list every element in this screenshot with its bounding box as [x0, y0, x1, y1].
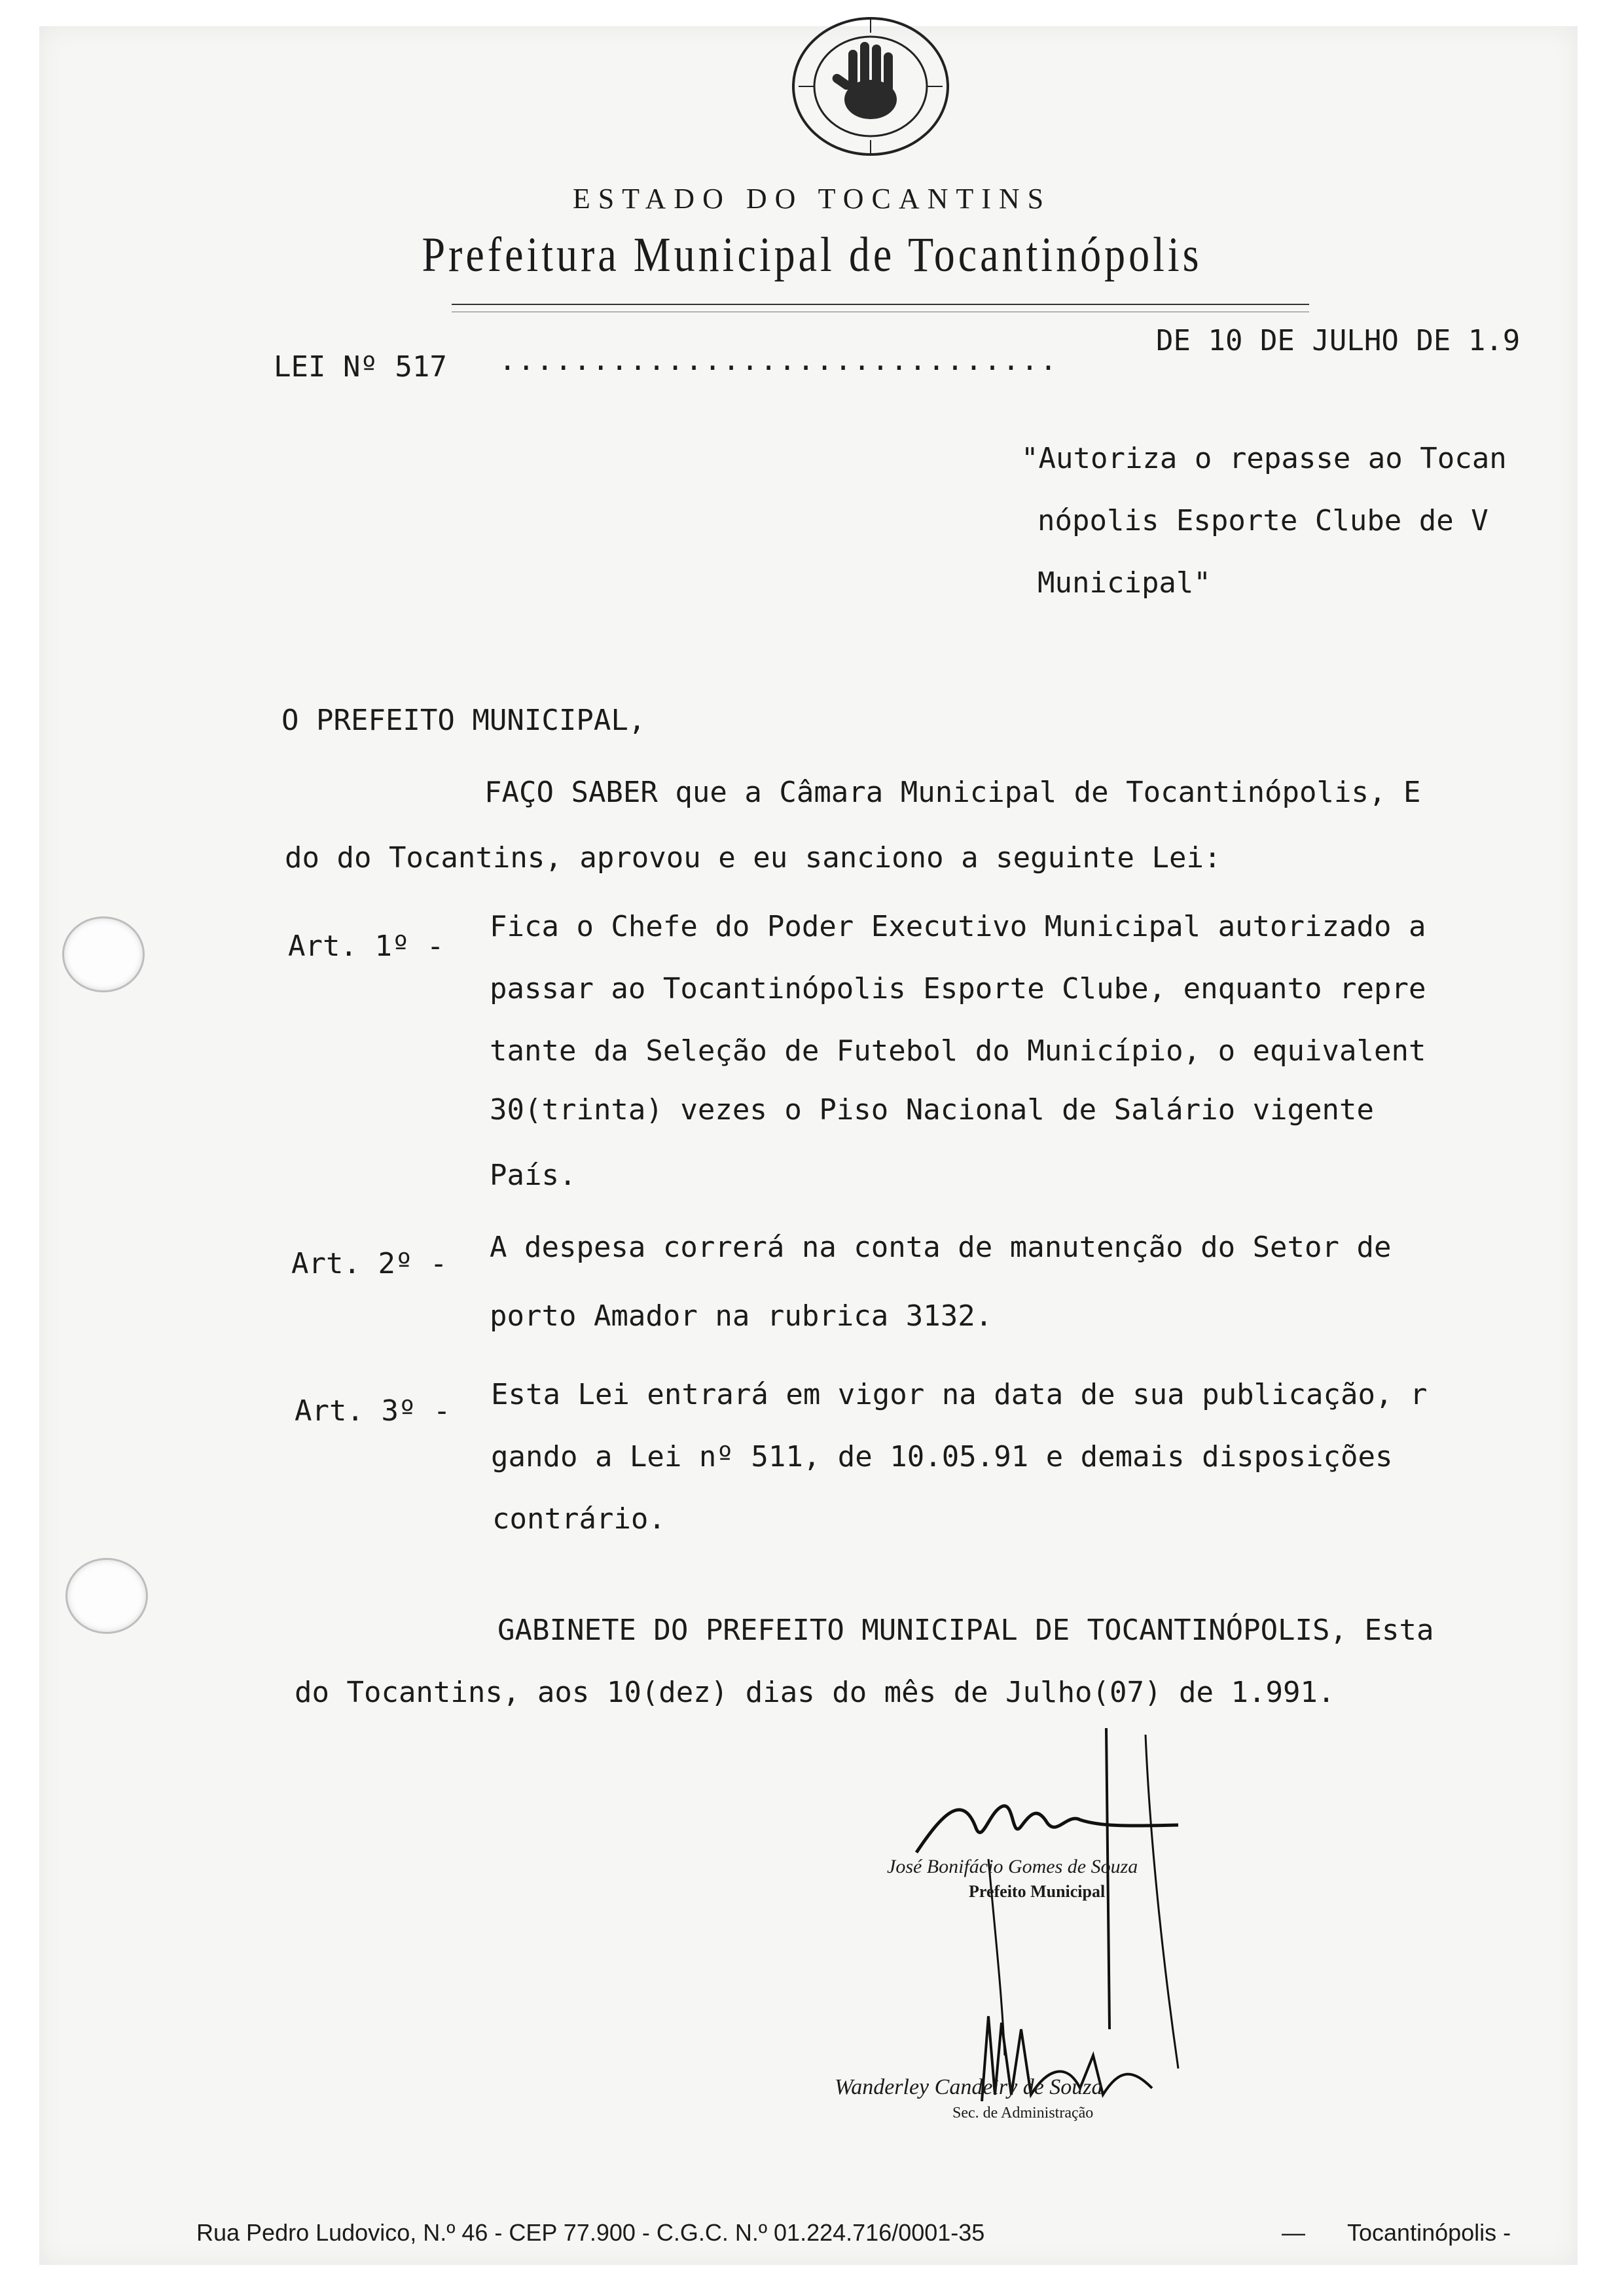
closing-line: do Tocantins, aos 10(dez) dias do mês de Julho(07) de 1.991.: [295, 1676, 1335, 1709]
law-dots: ..............................: [499, 344, 1058, 377]
footer-dash: —: [1282, 2219, 1305, 2246]
intro-line: FAÇO SABER que a Câmara Municipal de Tocantinópolis, E: [484, 776, 1421, 809]
article-line: País.: [490, 1159, 577, 1192]
summary-line: "Autoriza o repasse ao Tocan: [1021, 442, 1507, 475]
article-label: Art. 2º -: [291, 1247, 448, 1280]
footer-address: Rua Pedro Ludovico, N.º 46 - CEP 77.900 - C.G.C. N.º 01.224.716/0001-35: [196, 2219, 985, 2246]
signature-role: Sec. de Administração: [952, 2105, 1094, 2122]
article-line: porto Amador na rubrica 3132.: [490, 1299, 993, 1333]
law-date: DE 10 DE JULHO DE 1.9: [1156, 324, 1521, 357]
signature-secretary-icon: [916, 1997, 1244, 2121]
summary-line: Municipal": [1038, 566, 1211, 600]
article-line: 30(trinta) vezes o Piso Nacional de Salário vigente: [490, 1093, 1375, 1127]
punch-hole-bottom: [65, 1558, 148, 1634]
state-heading: ESTADO DO TOCANTINS: [572, 183, 1052, 215]
summary-line: nópolis Esporte Clube de V: [1038, 504, 1489, 537]
closing-line: GABINETE DO PREFEITO MUNICIPAL DE TOCANTINÓPOLIS, Esta: [497, 1614, 1434, 1647]
signature-role: Prefeito Municipal: [969, 1882, 1106, 1901]
article-label: Art. 3º -: [295, 1394, 451, 1428]
salutation: O PREFEITO MUNICIPAL,: [281, 704, 646, 737]
punch-hole-top: [62, 916, 145, 992]
article-line: A despesa correrá na conta de manutenção do Setor de: [490, 1231, 1392, 1264]
law-number: LEI Nº 517: [274, 350, 447, 384]
article-line: passar ao Tocantinópolis Esporte Clube, enquanto repre: [490, 972, 1426, 1005]
intro-line: do do Tocantins, aprovou e eu sanciono a seguinte Lei:: [285, 841, 1221, 875]
article-line: contrário.: [492, 1502, 666, 1536]
article-line: Fica o Chefe do Poder Executivo Municipal autorizado a: [490, 910, 1426, 943]
article-label: Art. 1º -: [288, 930, 444, 963]
footer-city: Tocantinópolis -: [1347, 2219, 1511, 2246]
article-line: tante da Seleção de Futebol do Município, o equivalent: [490, 1034, 1426, 1068]
municipal-seal-icon: [785, 13, 956, 164]
signature-name: Wanderley Candeiry de Souza: [835, 2075, 1103, 2099]
signature-name: José Bonifácio Gomes de Souza: [887, 1856, 1138, 1877]
header-rule: [452, 304, 1309, 305]
article-line: gando a Lei nº 511, de 10.05.91 e demais disposições: [491, 1440, 1393, 1473]
prefecture-heading: Prefeitura Municipal de Tocantinópolis: [422, 226, 1202, 282]
article-line: Esta Lei entrará em vigor na data de sua publicação, r: [491, 1378, 1428, 1411]
